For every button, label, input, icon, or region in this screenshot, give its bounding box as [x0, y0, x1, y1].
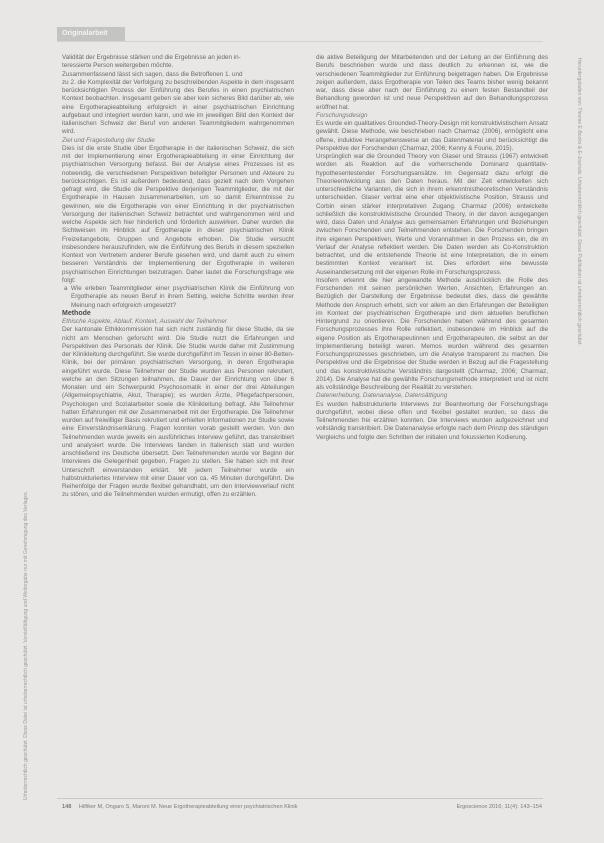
subheading: Ziel und Fragestellung der Studie — [62, 136, 155, 144]
margin-note-left: Urheberrechtlich geschützt. Diese Datei ist urheberrechtlich geschützt. Vervielfältigung und Weitergabe nur mit Genehmigung des Verlages. — [23, 491, 29, 800]
footer-journal: Ergoscience 2016; 11(4): 143–154 — [456, 804, 542, 810]
subheading: Ethische Aspekte, Ablauf, Kontext, Auswahl der Teilnehmer — [62, 318, 227, 325]
paragraph: Der kantonale Ethikkommission hat sich nicht zuständig für diese Studie, da sie nicht am Menschen geforscht wird. Die Studie nutzt die Erfahrungen und Perspektiven des Personals der Klinik. Die Studie wurde daher mit Zustimmung der Klinikleitung durchgeführt. Sie wurde durchgeführt im Tessin in einer 80-Betten-Klinik, bei der primären psychiatrischen Versorgung, in deren Ergotherapie eingeführt wurde. Diese Teilnehmer der Studie wurden aus Personen rekrutiert, welche an den Sitzungen teilnahmen, die Dauer der Einrichtung von über 6 Monaten und ein Schwerpunkt Psychosomatik in einer der drei Abteilungen (Allgemeinpsychiatrie, Akut, Therapie); es wurden Ärzte, Pflegefachpersonen, Psychologen und Sozialarbeiter sowie die Klinikleitung befragt. Alle Teilnehmer hatten Erfahrungen mit der Zusammenarbeit mit der Ergotherapie. Die Teilnehmer wurden auf freiwilliger Basis rekrutiert und erhielten Informationen zur Studie sowie eine Einverständniserklärung. Fragen konnten vorab gestellt werden. Von den Teilnehmenden wurde jeweils ein ausführliches Interview geführt, das transkribiert und analysiert wurde. Die Interviews fanden in Italienisch statt und wurden anschließend ins Deutsche übersetzt. Den Teilnehmenden wurde vor Beginn der Interviews die Gelegenheit gegeben, Fragen zu stellen. Sie haben sich mit ihrer Unterschrift einverstanden erklärt. Mit jedem Teilnehmer wurde ein halbstrukturiertes Interview mit einer Dauer von ca. 45 Minuten durchgeführt. Die Reihenfolge der Fragen wurde flexibel gehandhabt, um den Interviewverlauf nicht zu stören, und die Teilnehmenden wurden ermutigt, offen zu erzählen. — [62, 326, 294, 499]
paragraph: Zusammenfassend lässt sich sagen, dass die Betroffenen 1. und — [62, 70, 243, 78]
margin-note-right: Heruntergeladen von: Thieme E-Books & E-Journals. Urheberrechtlich geschützt. Diese Publikation ist urheberrechtlich geschützt. — [576, 58, 582, 346]
subheading: Datenerhebung, Datenanalyse, Datensättigung — [316, 392, 448, 400]
paragraph: Ursprünglich war die Grounded Theory von Glaser und Strauss (1967) entwickelt worden als Reaktion auf die vorherrschende Dominanz quantitativ-hypothesentestender Forschungsansätze. Im Gegensatz dazu erfolgt die Theorieentwicklung aus den Daten heraus. Mit der Zeit entwickelten sich unterschiedliche Varianten, die sich in ihrem erkenntnistheoretischen Verständnis unterscheiden. Glaser vertrat eine eher objektivistische Position, Strauss und Corbin einen stärker interpretativen Zugang. Charmaz (2006) entwickelte schließlich die konstruktivistische Grounded Theory, in der davon ausgegangen wird, dass Daten und Analyse aus gemeinsamen Erfahrungen und Beziehungen zwischen Forschenden und Teilnehmenden entstehen. Die Forschenden bringen ihre eigenen Perspektiven, Werte und Vorannahmen in den Prozess ein, die im Verlauf der Analyse reflektiert werden. Die Daten werden als Co-Konstruktion betrachtet, und die entstehende Theorie ist eine Interpretation, die in einem bestimmten Kontext verankert ist. Dies erfordert eine bewusste Auseinandersetzung mit der eigenen Rolle im Forschungsprozess. — [316, 153, 548, 276]
footer-citation: Hilfiker M, Ongaro S, Maroni M. Neue Ergotherapieabteilung einer psychiatrischen Klinik — [78, 804, 298, 810]
paragraph: Dies ist die erste Studie über Ergotherapie in der italienischen Schweiz, die sich mit der Implementierung einer Ergotherapieabteilung in einer Einrichtung der psychiatrischen Versorgung befasst. Bei der Analyse eines Prozesses ist es notwendig, die verschiedenen Perspektiven beteiligter Personen und Akteure zu berücksichtigen. Es ist außerdem bedeutend, dass gezielt nach dem Vorgehen gefragt wird, die Studie die Perspektive derjenigen Teammitglieder, die mit der Ergotherapie in Hausen zusammenarbeiten, um so damit Erkenntnisse zu gewinnen, wie die Ergotherapie von einer Einrichtung in der psychiatrischen Versorgung der italienischen Schweiz betrachtet und wahrgenommen wird und welche Aspekte sich hier hinderlich und förderlich auswirken. Daher wurden die Sichtweisen im Hinblick auf Ergotherapie in dieser psychiatrischen Klinik Freizeitangebote, Gruppen und Angebote erhoben. Die Studie versucht insbesondere herauszufinden, wie die Einführung des Berufs in diesem speziellen Kontext von Vertretern anderer Berufe gesehen wird, und damit auch zu einem besseren Verständnis der Implementierung der Ergotherapie in weiteren psychiatrischen Einrichtungen beizutragen. Daher lautet die Forschungsfrage wie folgt: — [62, 144, 294, 284]
paragraph: zu 2. die Komplexität der Verfolgung zu beschreibenden Aspekte in dem insgesamt berücksichtigten Prozess der Einführung des Berufes in einen psychiatrischen Kontext beobachten. Insgesamt geben sie aber kein sicheres Bild darüber ab, wie eine Ergotherapieabteilung erfolgreich in einer psychiatrischen Einrichtung aufgebaut und integriert werden kann, und wie im jeweiligen Bild den Kontext der italienischen Schweiz der Beruf von anderen Teammitgliedern wahrgenommen wird. — [62, 78, 294, 136]
subheading: Forschungsdesign — [316, 111, 368, 119]
paragraph: Validität der Ergebnisse stärken und die Ergebnisse an jeden in- — [62, 54, 241, 61]
left-column — [62, 54, 294, 794]
right-column — [316, 54, 548, 794]
page-footer — [62, 804, 542, 810]
section-heading-methods: Methode — [62, 309, 91, 317]
paragraph: Insofern erkennt die hier angewandte Methode ausdrücklich die Rolle des Forschenden mit seinen persönlichen Werten, Ansichten, Erfahrungen an. Bezüglich der Darstellung der Ergebnisse bedeutet dies, dass die gewählte Methode den Anspruch erhebt, sich vor allem an den Erfahrungen der Beteiligten im Kontext der psychiatrischen Ergotherapie und dem aktuellen beruflichen Hintergrund zu orientieren. Die Forschenden haben während des gesamten Forschungsprozesses ihre Rolle reflektiert, insbesondere im Hinblick auf die eigene Position als Ergotherapeutinnen und Ergotherapeuten, die selbst an der Implementierung beteiligt waren. Memos wurden während des gesamten Forschungsprozesses geschrieben, um die Analyse transparent zu machen. Die Perspektive und die Ergebnisse der Studie werden in Bezug auf die Fragestellung und das konstruktivistische Verständnis dargestellt (Charmaz, 2006; Charmaz, 2014). Die Analyse hat die gewählte Forschungsmethode interpretiert und ist nicht als vollständige Beschreibung der Realität zu verstehen. — [316, 276, 548, 391]
footer-rule — [57, 798, 543, 799]
header-rule — [57, 41, 543, 42]
paragraph: Es wurde ein qualitatives Grounded-Theory-Design mit konstruktivistischem Ansatz gewählt. Diese Methode, wie beschrieben nach Charmaz (2006), ermöglicht eine offene, induktive Herangehensweise an das Datenmaterial und berücksichtigt die Perspektive der Forschenden (Charmaz, 2006; Kenny & Fourie, 2015). — [316, 120, 548, 152]
paragraph: Es wurden halbstrukturierte Interviews zur Beantwortung der Forschungsfrage durchgeführt, wobei diese offen und flexibel gestaltet wurden, so dass die Teilnehmenden frei erzählen konnten. Die Interviews wurden aufgezeichnet und vollständig transkribiert. Die Datenanalyse erfolgte nach dem Prinzip des ständigen Vergleichs und folgte den Schritten der initialen und fokussierten Kodierung. — [316, 400, 548, 441]
paragraph: die aktive Beteiligung der Mitarbeitenden und der Leitung an der Einführung des Berufs beschrieben wurde und dass deutlich zu erkennen ist, wie die verschiedenen Teammitglieder zur Einführung beigetragen haben. Die Ergebnisse zeigen außerdem, dass Ergotherapie von Teilen des Teams bisher wenig bekannt war, dass diese aber nach der Einführung zu einem festen Bestandteil der Behandlung geworden ist und neue Perspektiven auf den Behandlungsprozess eröffnet hat. — [316, 54, 548, 111]
section-tab: Originalarbeit — [57, 27, 125, 41]
page-number: 148 — [62, 804, 72, 810]
paragraph: teressierte Person weitergeben möchte. — [62, 62, 174, 70]
research-question: a Wie erleben Teammitglieder einer psychiatrischen Klinik die Einführung von Ergotherapie als neuen Beruf in ihrem Setting, welche Schritte werden ihrer Meinung nach erfolgreich umgesetzt? — [64, 285, 294, 309]
